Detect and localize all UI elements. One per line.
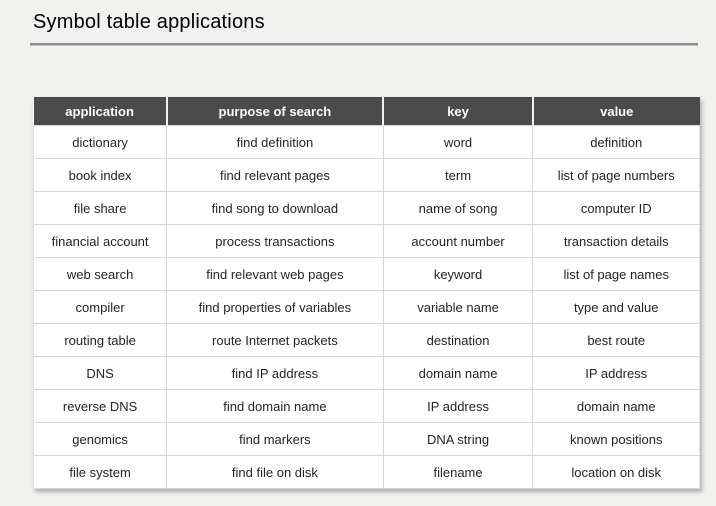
table-cell: IP address (383, 390, 533, 423)
column-header-purpose-of-search: purpose of search (167, 97, 383, 126)
table-row (34, 390, 700, 423)
table-row (34, 291, 700, 324)
table-row (34, 258, 700, 291)
title-divider (30, 43, 698, 46)
table-cell: routing table (34, 324, 167, 357)
table-cell: find file on disk (167, 456, 383, 489)
column-header-value: value (533, 97, 700, 126)
table-cell: find song to download (167, 192, 383, 225)
table-cell: web search (34, 258, 167, 291)
table-cell: word (383, 126, 533, 159)
table-row (34, 159, 700, 192)
table-cell: find definition (167, 126, 383, 159)
table-cell: name of song (383, 192, 533, 225)
table-cell: find properties of variables (167, 291, 383, 324)
table-row (34, 357, 700, 390)
table-body (34, 126, 700, 489)
table-row (34, 324, 700, 357)
column-header-key: key (383, 97, 533, 126)
table-row (34, 423, 700, 456)
table-cell: genomics (34, 423, 167, 456)
table-row (34, 126, 700, 159)
table-cell: location on disk (533, 456, 700, 489)
table-cell: domain name (383, 357, 533, 390)
table-cell: term (383, 159, 533, 192)
table-cell: known positions (533, 423, 700, 456)
table-cell: variable name (383, 291, 533, 324)
table-cell: compiler (34, 291, 167, 324)
table-cell: financial account (34, 225, 167, 258)
table-row (34, 225, 700, 258)
table-cell: DNA string (383, 423, 533, 456)
table-cell: process transactions (167, 225, 383, 258)
table-cell: reverse DNS (34, 390, 167, 423)
table-cell: dictionary (34, 126, 167, 159)
table-cell: DNS (34, 357, 167, 390)
table-cell: find domain name (167, 390, 383, 423)
table-cell: account number (383, 225, 533, 258)
table-cell: route Internet packets (167, 324, 383, 357)
table-row (34, 192, 700, 225)
table-cell: filename (383, 456, 533, 489)
table-cell: book index (34, 159, 167, 192)
table-row (34, 456, 700, 489)
table-cell: list of page names (533, 258, 700, 291)
slide-title: Symbol table applications (33, 11, 265, 33)
table-cell: type and value (533, 291, 700, 324)
table-cell: list of page numbers (533, 159, 700, 192)
table-cell: transaction details (533, 225, 700, 258)
table-cell: keyword (383, 258, 533, 291)
table-cell: find relevant pages (167, 159, 383, 192)
table-cell: find markers (167, 423, 383, 456)
table-cell: definition (533, 126, 700, 159)
table-cell: file system (34, 456, 167, 489)
table-cell: computer ID (533, 192, 700, 225)
table-header-row (34, 97, 700, 126)
table-cell: destination (383, 324, 533, 357)
table-cell: domain name (533, 390, 700, 423)
symbol-table-applications-table (33, 97, 700, 489)
table-cell: IP address (533, 357, 700, 390)
table-cell: find relevant web pages (167, 258, 383, 291)
table-cell: file share (34, 192, 167, 225)
table-cell: find IP address (167, 357, 383, 390)
table-cell: best route (533, 324, 700, 357)
column-header-application: application (34, 97, 167, 126)
